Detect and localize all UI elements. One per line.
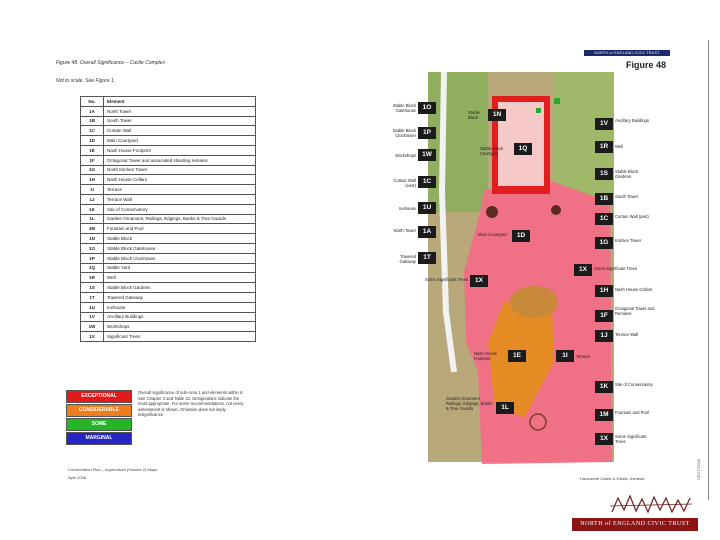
tag-1H: 1H <box>595 285 613 297</box>
ancillary-building-2 <box>536 108 541 113</box>
table-row <box>81 214 256 224</box>
tag-1E: 1E <box>508 350 526 362</box>
element-code: 1W <box>81 322 104 332</box>
element-code: 1P <box>81 253 104 263</box>
element-name: Stable Block Gardens <box>104 283 256 293</box>
element-code: 1F <box>81 155 104 165</box>
table-row <box>81 165 256 175</box>
element-code: 1J <box>81 194 104 204</box>
tag-1P: 1P <box>418 127 436 139</box>
tag-1S: 1S <box>595 168 613 180</box>
tag-1M: 1M <box>595 409 613 421</box>
element-code: 1E <box>81 145 104 155</box>
tag-1J: 1J <box>595 330 613 342</box>
label-1C: Curtain Wall (east) <box>393 178 416 188</box>
table-row <box>81 273 256 283</box>
tag-1C: 1C <box>418 176 436 188</box>
label-1I: Terrace <box>576 354 590 359</box>
element-code: 1G <box>81 165 104 175</box>
scale-note: Not to scale. See Figure 1. <box>56 78 116 84</box>
element-name: Icehouse <box>104 302 256 312</box>
legend-some: SOME <box>66 418 132 431</box>
label-1F: Octagonal Tower and Remains <box>615 306 655 316</box>
element-name: Fountain and Pool <box>104 224 256 234</box>
tag-1K: 1K <box>595 381 613 393</box>
table-row <box>81 292 256 302</box>
label-1R: Well <box>615 144 624 149</box>
element-code: 1A <box>81 106 104 116</box>
label-1W: Workshops <box>395 153 416 158</box>
map-grass-ne <box>554 72 614 202</box>
element-code: 1O <box>81 243 104 253</box>
table-row <box>81 185 256 195</box>
label-1U: Icehouse <box>399 206 416 211</box>
tag-1X-c: 1X <box>595 433 613 445</box>
label-1O: Stable Block Gatehouse <box>392 103 416 113</box>
footer-left <box>68 466 157 482</box>
element-name: Towered Gateway <box>104 292 256 302</box>
table-row <box>81 126 256 136</box>
element-code: 1X <box>81 332 104 342</box>
tag-1L: 1L <box>496 402 514 414</box>
label-1G: Kitchen Tower <box>615 238 642 243</box>
tag-1T: 1T <box>418 252 436 264</box>
element-name: Nash House Footprint <box>104 145 256 155</box>
tag-1X-b: 1X <box>574 264 592 276</box>
element-code: 1I <box>81 185 104 195</box>
octagonal-remains <box>510 286 558 318</box>
north-tower-mark <box>486 206 498 218</box>
label-1X-a: Some Significant Trees <box>424 277 468 282</box>
label-1D: Main Courtyard <box>478 232 507 237</box>
label-1B: South Tower <box>615 194 639 199</box>
element-name: Stable Block Clocktower <box>104 253 256 263</box>
label-1T: Towered Gateway <box>399 254 416 264</box>
legend-exceptional: EXCEPTIONAL <box>66 390 132 403</box>
tag-1U: 1U <box>418 202 436 214</box>
table-row <box>81 145 256 155</box>
element-code: 1H <box>81 175 104 185</box>
tag-1B: 1B <box>595 193 613 205</box>
element-name: Octagonal Tower and associated standing remains <box>104 155 256 165</box>
table-row <box>81 332 256 342</box>
element-name: Well <box>104 273 256 283</box>
tag-1V: 1V <box>595 118 613 130</box>
side-code: NECT/2008 <box>696 459 701 480</box>
label-1M: Fountain and Pool <box>615 410 649 415</box>
tag-1A: 1A <box>418 226 436 238</box>
legend-marginal: MARGINAL <box>66 432 132 445</box>
footer-right: Hansworth Castle & Estate, Ashtead <box>580 476 645 481</box>
element-code: 1D <box>81 136 104 146</box>
elements-table <box>80 96 256 342</box>
table-row <box>81 194 256 204</box>
tag-1C-b: 1C <box>595 213 613 225</box>
element-name: Ancillary Buildings <box>104 312 256 322</box>
element-name: Workshops <box>104 322 256 332</box>
header-logo-small: NORTH of ENGLAND CIVIC TRUST <box>584 50 670 56</box>
tag-1R: 1R <box>595 141 613 153</box>
label-1L: Garden Ornament, Railings, Edgings, Banks & Tree Guards <box>446 396 493 411</box>
label-1C-b: Curtain Wall (part) <box>615 214 649 219</box>
table-row <box>81 302 256 312</box>
table-row <box>81 136 256 146</box>
element-name: North Tower <box>104 106 256 116</box>
table-row <box>81 224 256 234</box>
tag-1W: 1W <box>418 149 436 161</box>
element-name: Terrace Wall <box>104 194 256 204</box>
label-1N: Stable Block <box>468 110 480 120</box>
table-row <box>81 322 256 332</box>
element-code: 1K <box>81 204 104 214</box>
element-name: North Kitchen Tower <box>104 165 256 175</box>
element-name: Main Courtyard <box>104 136 256 146</box>
tag-1X-a: 1X <box>470 275 488 287</box>
element-code: 1B <box>81 116 104 126</box>
tag-1D: 1D <box>512 230 530 242</box>
stable-block-north <box>492 96 550 102</box>
label-1P: Stable Block Clocktower <box>392 128 416 138</box>
table-row <box>81 253 256 263</box>
page-side-rule <box>708 40 709 500</box>
table-row <box>81 204 256 214</box>
element-name: Terrace <box>104 185 256 195</box>
element-name: Nash House Cellars <box>104 175 256 185</box>
table-row <box>81 116 256 126</box>
ancillary-building <box>554 98 560 104</box>
table-row <box>81 263 256 273</box>
table-row <box>81 175 256 185</box>
label-1A: North Tower <box>393 228 416 233</box>
element-code: 1S <box>81 283 104 293</box>
element-code: 1T <box>81 292 104 302</box>
figure-label: Figure 48 <box>626 60 667 70</box>
legend-note: Overall significance of sub-Area 1 and elements within it. See Chapter 3 and Table 22. Designations indicate the most appropriate. For some recommendations, not every assessment is shown. Omission does not imply insignificance. <box>138 390 244 418</box>
tag-1Q: 1Q <box>514 143 532 155</box>
tag-1O: 1O <box>418 102 436 114</box>
legend-considerable: CONSIDERABLE <box>66 404 132 417</box>
label-1S: Stable Block Gardens <box>615 169 639 179</box>
table-row <box>81 243 256 253</box>
label-1X-b: Some Significant Trees <box>594 266 638 271</box>
stable-block-south <box>492 186 550 194</box>
tag-1I: 1I <box>556 350 574 362</box>
element-code: 1V <box>81 312 104 322</box>
table-header-row <box>81 97 256 107</box>
tag-1N: 1N <box>488 109 506 121</box>
footer-date: April 2008 <box>68 475 87 480</box>
label-1X-c: Some Significant Trees <box>615 434 647 444</box>
element-name: Stable Block <box>104 234 256 244</box>
map-grass-nw <box>428 72 488 212</box>
table-row <box>81 155 256 165</box>
stable-block-east <box>544 96 550 192</box>
significance-legend <box>66 390 132 446</box>
element-name: Stable Yard <box>104 263 256 273</box>
tag-1G: 1G <box>595 237 613 249</box>
table-row <box>81 283 256 293</box>
label-1J: Terrace Wall <box>615 332 639 337</box>
element-code: 1U <box>81 302 104 312</box>
element-code: 1L <box>81 214 104 224</box>
element-code: 1C <box>81 126 104 136</box>
south-tower-mark <box>551 205 561 215</box>
label-1K: Site of Conservatory <box>615 382 653 387</box>
element-name: Site of Conservatory <box>104 204 256 214</box>
element-code: 1M <box>81 224 104 234</box>
label-1Q: Stable Block Courtyard <box>480 146 504 156</box>
element-name: South Tower <box>104 116 256 126</box>
footer-title: Conservation Plan – Appendices (Volume 2) Maps <box>68 467 158 472</box>
label-1E: Nash House Footprint <box>474 351 498 361</box>
footer-logo: NORTH of ENGLAND CIVIC TRUST <box>572 518 698 531</box>
logo-emblem <box>608 492 694 516</box>
element-name: Garden Ornament, Railings, Edgings, Banks & Tree Guards <box>104 214 256 224</box>
element-code: 1Q <box>81 263 104 273</box>
table-row <box>81 106 256 116</box>
table-row <box>81 234 256 244</box>
figure-caption: Figure 48. Overall Significance – Castle Complex <box>56 60 165 66</box>
tag-1F: 1F <box>595 310 613 322</box>
element-name: Curtain Wall <box>104 126 256 136</box>
element-name: Significant Trees <box>104 332 256 342</box>
element-code: 1R <box>81 273 104 283</box>
label-1V: Ancillary Buildings <box>615 118 649 123</box>
element-code: 1N <box>81 234 104 244</box>
table-header-no: No. <box>81 97 104 107</box>
table-header-element: Element <box>104 97 256 107</box>
label-1H: Nash House Cellars <box>615 287 653 292</box>
table-row <box>81 312 256 322</box>
element-name: Stable Block Gatehouse <box>104 243 256 253</box>
